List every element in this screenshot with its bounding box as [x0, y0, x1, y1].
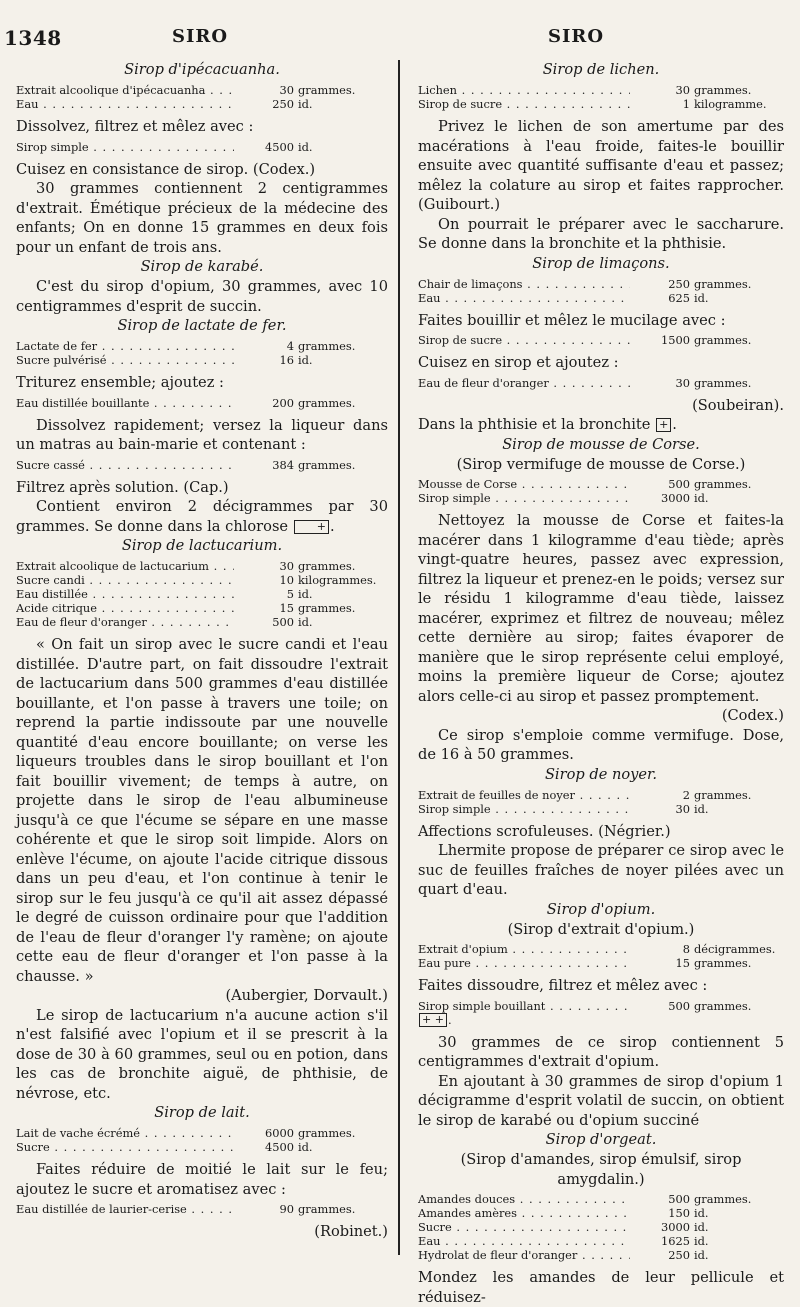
paragraph: Faites réduire de moitié le lait sur le feu; ajoutez le sucre et aromatisez avec : [16, 1161, 388, 1198]
ingredient-name: Sirop simple bouillant . . . [418, 999, 630, 1013]
ingredient-quantity: 10 [279, 573, 294, 587]
attribution: (Codex.) [721, 707, 784, 724]
ingredient-quantity: 1625 [661, 1234, 690, 1248]
paragraph: En ajoutant à 30 grammes de sirop d'opium 1 décigramme d'esprit volatil de succin, on obtient le sirop de karabé ou d'opium succiné [418, 1072, 784, 1129]
ingredient-row [418, 477, 784, 491]
ingredient-name: Sirop simple . . . [418, 491, 630, 505]
ingredient-unit: grammes. [298, 1202, 356, 1216]
ingredient-row [418, 97, 784, 111]
ingredient-name: Eau de fleur d'oranger . . . [16, 615, 234, 629]
attribution: (Robinet.) [314, 1223, 388, 1240]
ingredient-unit: grammes. [694, 375, 752, 390]
ingredient-name: Extrait d'opium . . . [418, 942, 630, 956]
ingredient-quantity: 1500 [661, 333, 690, 347]
ingredient-name: Sucre candi . . . [16, 573, 234, 587]
ingredient-unit: grammes. [298, 1126, 356, 1140]
ingredient-quantity: 8 [682, 942, 690, 956]
paragraph: Faites bouillir et mêlez le mucilage avec : [418, 311, 726, 329]
section-title: Sirop de lactate de fer. [117, 317, 287, 334]
paragraph: Dans la phthisie et la bronchite + . [418, 416, 677, 433]
section-title: Sirop de lait. [154, 1104, 250, 1121]
ingredient-name: Sirop de sucre . . . [418, 333, 630, 347]
ingredient-quantity: 500 [668, 998, 690, 1013]
ingredient-name: Hydrolat de fleur d'oranger . . . [418, 1248, 630, 1262]
ingredient-row [418, 1206, 784, 1220]
ingredient-quantity: 30 [279, 559, 294, 573]
ingredient-row [16, 83, 388, 97]
ingredient-quantity: 15 [279, 601, 294, 615]
ingredient-name: Eau . . . [16, 97, 234, 111]
ingredient-row [418, 1192, 784, 1206]
ingredient-quantity: 15 [675, 956, 690, 970]
cross-marker-icon: + [294, 520, 329, 534]
ingredient-row [418, 291, 784, 305]
ingredient-unit: grammes. [298, 559, 356, 573]
paragraph: Contient environ 2 décigrammes par 30 grammes. Se donne dans la chlorose + . [16, 498, 388, 535]
ingredient-name: Lactate de fer . . . [16, 339, 234, 353]
ingredient-row [418, 1220, 784, 1234]
ingredient-unit: id. [298, 139, 313, 154]
ingredient-table [418, 1192, 784, 1262]
running-head-left: SIRO [172, 26, 229, 47]
ingredient-quantity: 3000 [661, 491, 690, 505]
ingredient-unit: grammes. [298, 395, 356, 410]
ingredient-unit: id. [298, 97, 313, 111]
ingredient-unit: grammes. [694, 787, 752, 802]
ingredient-name: Lait de vache écrémé . . . [16, 1126, 234, 1140]
ingredient-quantity: 4 [286, 339, 294, 353]
ingredient-name: Amandes amères . . . [418, 1206, 630, 1220]
ingredient-quantity: 500 [272, 615, 294, 629]
ingredient-name: Sucre pulvérisé . . . [16, 353, 234, 367]
ingredient-quantity: 30 [675, 83, 690, 97]
ingredient-row [16, 1202, 388, 1216]
ingredient-name: Eau distillée de laurier-cerise . . . [16, 1202, 234, 1216]
ingredient-row [16, 1126, 388, 1140]
ingredient-quantity: 5 [286, 587, 294, 601]
section-subtitle: (Sirop d'extrait d'opium.) [507, 920, 695, 938]
ingredient-unit: id. [694, 1234, 709, 1248]
section-title: Sirop de noyer. [544, 765, 658, 783]
paragraph: 30 grammes contiennent 2 centigrammes d'extrait. Émétique précieux de la médecine des enfants; On en donne 15 grammes en deux fois pour un enfant de trois ans. [16, 180, 388, 256]
ingredient-table [16, 339, 388, 367]
ingredient-name: Sucre . . . [418, 1220, 630, 1234]
ingredient-name: Sucre cassé . . . [16, 458, 234, 472]
section-title: Sirop de lactucarium. [121, 537, 283, 554]
ingredient-table [418, 376, 784, 390]
section-title: Sirop de karabé. [140, 258, 264, 275]
ingredient-name: Mousse de Corse . . . [418, 477, 630, 491]
ingredient-name: Eau de fleur d'oranger . . . [418, 376, 630, 390]
ingredient-unit: grammes. [694, 1192, 752, 1206]
ingredient-table [16, 140, 388, 154]
ingredient-quantity: 384 [272, 457, 294, 472]
ingredient-unit: grammes. [694, 276, 752, 291]
ingredient-unit: kilogramme. [694, 97, 767, 111]
ingredient-unit: id. [298, 587, 313, 601]
ingredient-row [16, 97, 388, 111]
section-title: Sirop d'orgeat. [545, 1131, 657, 1148]
ingredient-row [16, 601, 388, 615]
attribution: (Soubeiran). [692, 396, 784, 414]
ingredient-row [16, 1140, 388, 1154]
ingredient-quantity: 625 [668, 290, 690, 305]
ingredient-table [16, 83, 388, 111]
ingredient-name: Sirop de sucre . . . [418, 97, 630, 111]
ingredient-name: Acide citrique . . . [16, 601, 234, 615]
section-title: Sirop d'opium. [546, 900, 656, 918]
paragraph: Mondez les amandes de leur pellicule et réduisez- [418, 1269, 784, 1306]
ingredient-quantity: 30 [675, 375, 690, 390]
ingredient-row [418, 333, 784, 347]
ingredient-name: Sucre . . . [16, 1140, 234, 1154]
ingredient-name: Eau distillée . . . [16, 587, 234, 601]
ingredient-row [418, 83, 784, 97]
ingredient-table [16, 559, 388, 629]
ingredient-quantity: 2 [682, 787, 690, 802]
paragraph: Cuisez en consistance de sirop. (Codex.) [16, 160, 316, 178]
ingredient-row [16, 140, 388, 154]
ingredient-table [16, 1202, 388, 1216]
ingredient-table: Sirop simple bouillant . . . 500 grammes. + + . [418, 999, 784, 1027]
paragraph: Le sirop de lactucarium n'a aucune action s'il n'est falsifié avec l'opium et il se prescrit à la dose de 30 à 60 grammes, seul ou en potion, dans les cas de bronchite aiguë, de phthisie, de névrose, etc. [16, 1006, 388, 1102]
ingredient-row [418, 376, 784, 390]
ingredient-unit: grammes. [694, 333, 752, 347]
ingredient-unit: id. [298, 615, 313, 629]
ingredient-row [16, 559, 388, 573]
ingredient-name: Extrait de feuilles de noyer . . . [418, 788, 630, 802]
ingredient-unit: id. [694, 1220, 709, 1234]
ingredient-name: Eau distillée bouillante . . . [16, 396, 234, 410]
paragraph: Lhermite propose de préparer ce sirop avec le suc de feuilles fraîches de noyer pilées avec un quart d'eau. [418, 842, 784, 898]
ingredient-row [16, 587, 388, 601]
ingredient-unit: id. [694, 1248, 709, 1262]
ingredient-name: Chair de limaçons . . . [418, 277, 630, 291]
ingredient-quantity: 16 [279, 353, 294, 367]
ingredient-table [418, 277, 784, 305]
ingredient-quantity: 3000 [661, 1220, 690, 1234]
section-subtitle: (Sirop vermifuge de mousse de Corse.) [456, 455, 746, 473]
ingredient-row [16, 339, 388, 353]
running-header [0, 22, 800, 52]
ingredient-unit: id. [694, 801, 709, 816]
ingredient-name: Extrait alcoolique de lactucarium . . . [16, 559, 234, 573]
ingredient-table [418, 942, 784, 970]
running-head-right: SIRO [548, 26, 605, 47]
ingredient-name: Sirop simple . . . [418, 802, 630, 816]
ingredient-unit: grammes. [694, 956, 752, 970]
ingredient-quantity: 150 [668, 1206, 690, 1220]
ingredient-name: Eau pure . . . [418, 956, 630, 970]
ingredient-name: Eau . . . [418, 291, 630, 305]
paragraph: « On fait un sirop avec le sucre candi et l'eau distillée. D'autre part, on fait dissoudre l'extrait de lactucarium dans 500 grammes d'eau distillée bouillante, et l'on passe à travers une toile; on reprend la partie indissoute par une nouvelle quantité d'eau encore bouillante; on verse les liqueurs troubles dans le sirop bouillant et l'on fait bouillir vivement; de temps à autre, on projette dans le sirop de l'eau albumineuse jusqu'à ce que l'écume se sépare en une masse cohérente et que le sirop soit limpide. Alors on enlève l'écume, on ajoute l'acide citrique dissous dans un peu d'eau, et l'on continue à tenir le sirop sur le feu jusqu'à ce qu'il ait assez dépassé le degré de cuisson ordinaire pour que l'addition de l'eau de fleur d'oranger l'y ramène; on ajoute cette eau de fleur d'oranger et l'on passe à la chausse. » [16, 636, 388, 985]
ingredient-name: Lichen . . . [418, 83, 630, 97]
ingredient-row [16, 396, 388, 410]
ingredient-table [16, 1126, 388, 1154]
ingredient-quantity: 1 [682, 97, 690, 111]
ingredient-row [16, 573, 388, 587]
page-number: 1348 [4, 26, 62, 50]
ingredient-quantity: 4500 [265, 139, 294, 154]
ingredient-quantity: 500 [668, 477, 690, 491]
ingredient-quantity: 30 [279, 83, 294, 97]
ingredient-quantity: 6000 [265, 1126, 294, 1140]
ingredient-quantity: 200 [272, 395, 294, 410]
ingredient-quantity: 4500 [265, 1140, 294, 1154]
ingredient-unit: grammes. [298, 83, 356, 97]
paragraph: 30 grammes de ce sirop contiennent 5 centigrammes d'extrait d'opium. [418, 1033, 784, 1070]
ingredient-row [16, 615, 388, 629]
ingredient-table [418, 333, 784, 347]
ingredient-table [418, 788, 784, 816]
ingredient-quantity: 500 [668, 1192, 690, 1206]
ingredient-row [418, 1248, 784, 1262]
ingredient-row [418, 788, 784, 802]
ingredient-unit: grammes. [298, 339, 356, 353]
ingredient-unit: id. [694, 1206, 709, 1220]
ingredient-unit: grammes. [694, 998, 752, 1013]
ingredient-row [16, 458, 388, 472]
ingredient-quantity: 250 [668, 276, 690, 291]
ingredient-row [418, 956, 784, 970]
ingredient-name: Extrait alcoolique d'ipécacuanha . . . [16, 83, 234, 97]
ingredient-quantity: 250 [668, 1248, 690, 1262]
ingredient-row [418, 277, 784, 291]
ingredient-name: Amandes douces . . . [418, 1192, 630, 1206]
paragraph: Triturez ensemble; ajoutez : [16, 374, 224, 391]
ingredient-row [16, 353, 388, 367]
attribution: (Aubergier, Dorvault.) [225, 987, 388, 1004]
ingredient-unit: grammes. [298, 601, 356, 615]
ingredient-quantity: 250 [272, 97, 294, 111]
ingredient-table [16, 396, 388, 410]
paragraph: Cuisez en sirop et ajoutez : [418, 354, 619, 371]
ingredient-quantity: 30 [675, 801, 690, 816]
left-column [16, 60, 388, 1242]
ingredient-unit: id. [298, 353, 313, 367]
paragraph: Nettoyez la mousse de Corse et faites-la macérer dans 1 kilogramme d'eau tiède; après vingt-quatre heures, passez avec expression, filtrez la liqueur et prenez-en le poids; versez sur le résidu 1 kilogramme d'eau tiède, laissez macérer, exprimez et filtrez de nouveau; mêlez cette dernière au sirop; faites évaporer de manière que le sirop représente celui employé, moins la première liqueur de Corse; ajoutez alors celle-ci au sirop et passez promptement. [418, 512, 784, 705]
ingredient-unit: grammes. [298, 457, 356, 472]
cross-marker-icon: + [656, 418, 671, 432]
cross-marker-icon: + + [419, 1013, 447, 1027]
section-subtitle: (Sirop d'amandes, sirop émulsif, sirop amygdalin.) [460, 1151, 742, 1188]
paragraph: C'est du sirop d'opium, 30 grammes, avec 10 centigrammes d'esprit de succin. [16, 278, 388, 315]
ingredient-unit: décigrammes. [694, 942, 776, 956]
paragraph: Ce sirop s'emploie comme vermifuge. Dose, de 16 à 50 grammes. [418, 726, 784, 763]
paragraph: Affections scrofuleuses. (Négrier.) [418, 822, 671, 840]
paragraph: Faites dissoudre, filtrez et mêlez avec : [418, 977, 708, 994]
ingredient-unit: id. [298, 1140, 313, 1154]
ingredient-row [418, 999, 784, 1013]
ingredient-row [418, 802, 784, 816]
ingredient-table [16, 458, 388, 472]
section-title: Sirop de mousse de Corse. [502, 435, 700, 453]
section-title: Sirop de limaçons. [532, 254, 670, 272]
ingredient-name: Eau . . . [418, 1234, 630, 1248]
paragraph: Dissolvez, filtrez et mêlez avec : [16, 118, 254, 135]
ingredient-unit: kilogrammes. [298, 573, 377, 587]
paragraph: Privez le lichen de son amertume par des macérations à l'eau froide, faites-le bouillir ensuite avec quantité suffisante d'eau et passez; mêlez la colature au sirop et faites rapprocher. (Guibourt.) [418, 118, 784, 213]
ingredient-row [418, 491, 784, 505]
ingredient-row [418, 942, 784, 956]
section-title: Sirop d'ipécacuanha. [124, 61, 280, 78]
ingredient-quantity: 90 [279, 1202, 294, 1216]
ingredient-row [418, 1234, 784, 1248]
ingredient-unit: id. [694, 290, 709, 305]
section-title: Sirop de lichen. [542, 61, 660, 78]
paragraph: Filtrez après solution. (Cap.) [16, 478, 229, 496]
ingredient-unit: grammes. [694, 477, 752, 491]
column-rule [398, 60, 400, 1255]
ingredient-table [418, 83, 784, 111]
ingredient-name: Sirop simple . . . [16, 140, 234, 154]
ingredient-unit: id. [694, 491, 709, 505]
ingredient-table [418, 477, 784, 505]
ingredient-unit: grammes. [694, 83, 752, 97]
paragraph: Dissolvez rapidement; versez la liqueur dans un matras au bain-marie et contenant : [16, 416, 388, 453]
paragraph: On pourrait le préparer avec le saccharure. Se donne dans la bronchite et la phthisie. [418, 215, 784, 252]
right-column [418, 60, 784, 1307]
